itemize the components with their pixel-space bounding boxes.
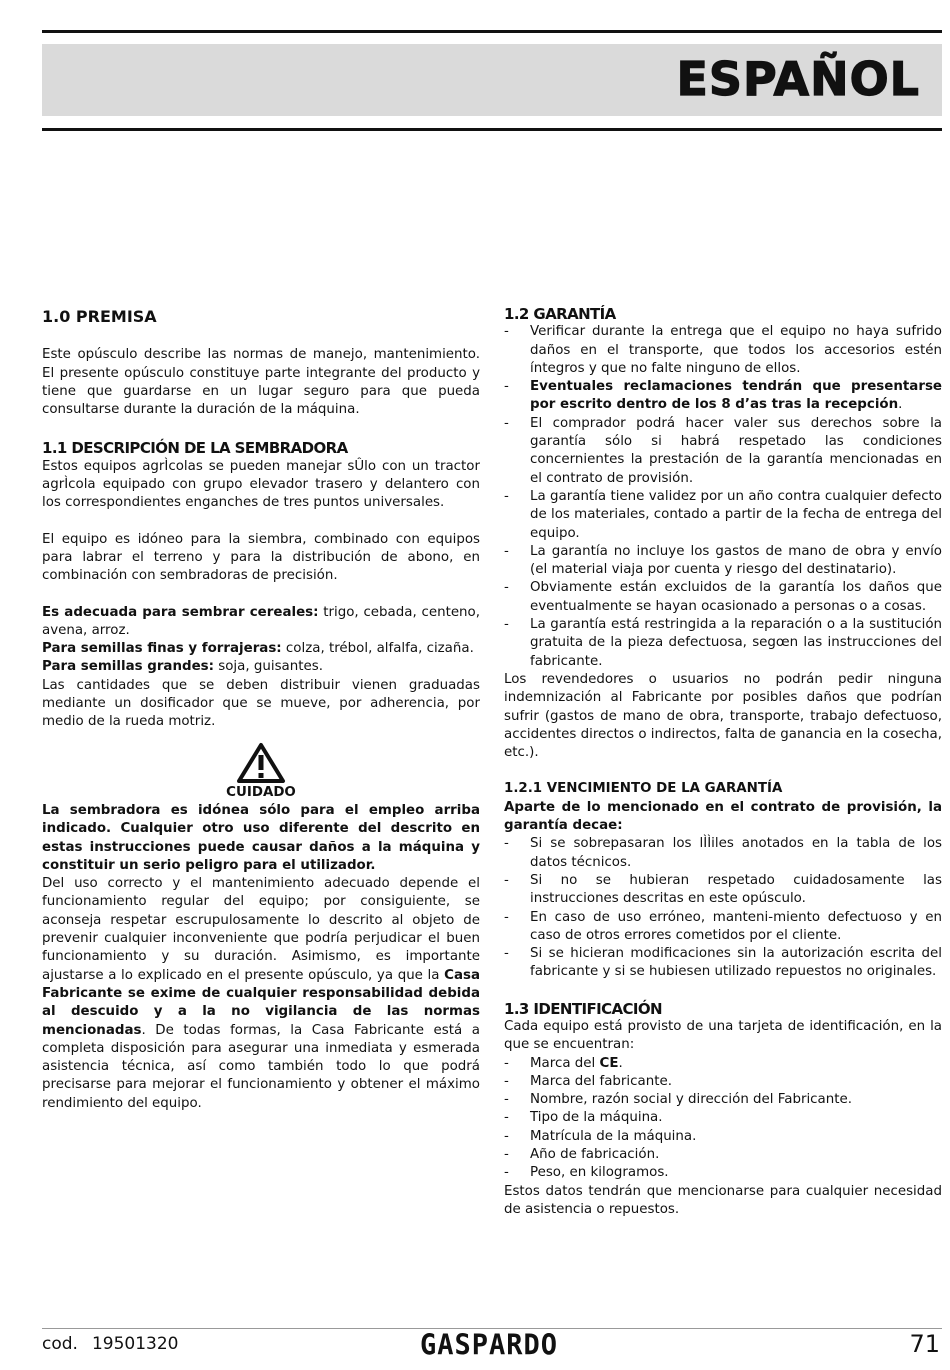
warning-paragraph xyxy=(42,875,480,1113)
section-1-3-intro: Cada equipo está provisto de una tarjeta de identificación, en la que se encuentran: xyxy=(504,1018,942,1053)
warranty-closing-paragraph: Los revendedores o usuarios no podrán pedir ninguna indemnización al Fabricante por posibles daños que podrían sufrir (gastos de mano de obra, transporte, trabajo defectuoso, accidentes directos o indirectos, falta de ganancia en la cosecha, etc.). xyxy=(504,671,942,761)
warning-bold-paragraph: La sembradora es idónea sólo para el empleo arriba indicado. Cualquier otro uso diferente del descrito en estas instrucciones puede causar daños a la máquina y constituir un serio peligro para el utilizador. xyxy=(42,802,480,873)
warning-paragraph-bold: Casa Fabricante se exime de cualquier responsabilidad debida al descuido y a la no vigilancia de las normas mencionadas xyxy=(42,967,480,1038)
warning-block xyxy=(42,742,480,802)
list-item: - Si se sobrepasaran los lÌÌiles anotados en la tabla de los datos técnicos. xyxy=(504,835,942,872)
list-item: - Si no se hubieran respetado cuidadosamente las instrucciones descritas en este opúsculo. xyxy=(504,872,942,909)
identification-list xyxy=(504,1055,942,1183)
section-1-2-heading: 1.2 GARANTÍA xyxy=(504,305,616,323)
warning-label: CUIDADO xyxy=(226,784,296,800)
list-item: - La garantía no incluye los gastos de mano de obra y envío (el material viaja por cuenta y riesgo del destinatario). xyxy=(504,543,942,580)
section-1-1-paragraph-2: El equipo es idóneo para la siembra, combinado con equipos para labrar el terreno y para la distribución de abono, en combinación con sembradoras de precisión. xyxy=(42,531,480,584)
right-column xyxy=(504,300,942,1219)
code-label: cod. xyxy=(42,1334,78,1354)
section-1-1-paragraph-3: Las cantidades que se deben distribuir vienen graduadas mediante un dosificador que se mueve, por adherencia, por medio de la rueda motriz. xyxy=(42,677,480,730)
list-item: - Matrícula de la máquina. xyxy=(504,1128,942,1146)
header-bottom-rule xyxy=(42,128,942,131)
list-item: - Marca del fabricante. xyxy=(504,1073,942,1091)
list-item: - Tipo de la máquina. xyxy=(504,1109,942,1127)
header-top-rule xyxy=(42,30,942,33)
list-item xyxy=(504,378,942,415)
claims-end-text: . xyxy=(898,397,903,413)
section-1-0-heading: 1.0 PREMISA xyxy=(42,307,157,326)
big-seeds-line xyxy=(42,658,480,676)
warning-triangle-icon xyxy=(236,742,286,784)
list-item: - Peso, en kilogramos. xyxy=(504,1164,942,1182)
list-item: - Obviamente están excluidos de la garantía los daños que eventualmente se hayan ocasionado a personas o a cosas. xyxy=(504,579,942,616)
section-1-2-1-intro: Aparte de lo mencionado en el contrato de provisión, la garantía decae: xyxy=(504,799,942,834)
ce-mark-bold: CE xyxy=(599,1055,619,1071)
cereals-line xyxy=(42,604,480,641)
warranty-expiry-list xyxy=(504,835,942,981)
section-1-3-heading: 1.3 IDENTIFICACIÓN xyxy=(504,999,662,1018)
section-1-2-1-heading: 1.2.1 VENCIMIENTO DE LA GARANTÍA xyxy=(504,781,783,797)
fine-seeds-text: colza, trébol, alfalfa, cizaña. xyxy=(281,641,474,657)
cereals-label: Es adecuada para sembrar cereales: xyxy=(42,604,319,620)
fine-seeds-line xyxy=(42,640,480,658)
big-seeds-text: soja, guisantes. xyxy=(214,659,323,675)
claims-bold-text: Eventuales reclamaciones tendrán que presentarse por escrito dentro de los 8 d’as tras la recepción xyxy=(530,379,942,413)
fine-seeds-label: Para semillas finas y forrajeras: xyxy=(42,641,282,657)
list-item: - En caso de uso erróneo, manteni-miento defectuoso y en caso de otros errores cometidos por el cliente. xyxy=(504,909,942,946)
cereals-text: trigo, cebada, centeno, avena, arroz. xyxy=(42,604,480,638)
list-item: - El comprador podrá hacer valer sus derechos sobre la garantía sólo si habrá respetado las condiciones concernientes la prestación de la garantía mencionadas en el contrato de provisión. xyxy=(504,415,942,488)
ce-mark-text: Marca del xyxy=(530,1055,600,1071)
section-1-3-closing: Estos datos tendrán que mencionarse para cualquier necesidad de asistencia o repuestos. xyxy=(504,1183,942,1217)
list-item: - La garantía está restringida a la reparación o a la sustitución gratuita de la pieza defectuosa, segœn las instrucciones del fabricante. xyxy=(504,616,942,671)
list-item: - Nombre, razón social y dirección del Fabricante. xyxy=(504,1091,942,1109)
big-seeds-label: Para semillas grandes: xyxy=(42,659,214,675)
list-item: - La garantía tiene validez por un año contra cualquier defecto de los materiales, contado a partir de la fecha de entrega del equipo. xyxy=(504,488,942,543)
brand-logo: GASPARDO xyxy=(420,1329,559,1362)
list-item: - Verificar durante la entrega que el equipo no haya sufrido daños en el transporte, que todos los accesorios estén íntegros y que no falte ninguno de ellos. xyxy=(504,323,942,378)
page-language-title: ESPAÑOL xyxy=(676,52,920,106)
section-1-1-paragraph-1: Estos equipos agrÌcolas se pueden manejar sÛlo con un tractor agrÌcola equipado con grupo elevador trasero y delantero con los correspondientes enganches de tres puntos universales. xyxy=(42,458,480,511)
section-1-1-heading: 1.1 DESCRIPCIÓN DE LA SEMBRADORA xyxy=(42,439,348,458)
section-1-0-paragraph: Este opúsculo describe las normas de manejo, mantenimiento. El presente opúsculo constituye parte integrante del producto y tiene que guardarse en un lugar seguro para que pueda consultarse durante la duración de la máquina. xyxy=(42,347,480,418)
list-item: - Si se hicieran modificaciones sin la autorización escrita del fabricante y si se hubiesen utilizado repuestos no originales. xyxy=(504,945,942,982)
warning-paragraph-end: . De todas formas, la Casa Fabricante está a completa disposición para asegurar una inmediata y esmerada asistencia técnica, así como también todo lo que podrá precisarse para mejorar el funcionamiento y obtener el máximo rendimiento del equipo. xyxy=(42,1022,480,1111)
code-value: 19501320 xyxy=(91,1334,179,1354)
left-column xyxy=(42,300,480,1113)
list-item xyxy=(504,1055,942,1073)
warranty-list xyxy=(504,323,942,671)
document-code xyxy=(42,1334,192,1354)
warning-paragraph-start: Del uso correcto y el mantenimiento adecuado depende el funcionamiento regular del equipo; por consiguiente, se aconseja respetar escrupulosamente lo descrito al objeto de prevenir cualquier inconveniente que podría perjudicar el buen funcionamiento y su duración. Asimismo, es importante ajustarse a lo explicado en el presente opúsculo, ya que la xyxy=(42,876,480,983)
ce-mark-end: . xyxy=(618,1055,623,1071)
list-item: - Año de fabricación. xyxy=(504,1146,942,1164)
page-number: 71 xyxy=(909,1330,940,1358)
header-band xyxy=(42,44,942,116)
